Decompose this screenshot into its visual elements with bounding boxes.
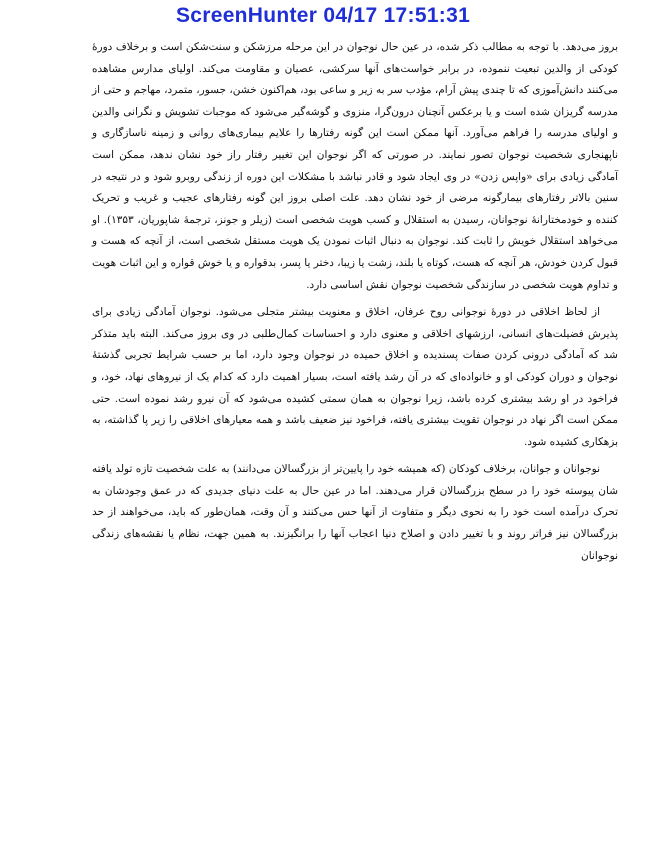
paragraph-identity: بروز می‌دهد. با توجه به مطالب ذکر شده، در عین حال نوجوان در این مرحله مرزشکن و سنت‌شکن است و برخلاف دورهٔ کودکی از والدین تبعیت ننموده، در برابر خواست‌های آنها سرکشی، عصیان و مقاومت می‌کند. اولیای مدارس مشاهده می‌کنند دانش‌آموزی که تا چندی پیش آرام، مؤدب سر به زیر و ساعی بود، هم‌اکنون خشن، جسور، متمرد، مهاجم و حتی از مدرسه گریزان شده است و یا برعکس آنچنان درون‌گرا، منزوی و گوشه‌گیر می‌شود که موجبات تشویش و نگرانی والدین و اولیای مدرسه را فراهم می‌آورد. آنها ممکن است این گونه رفتارها را علایم بیماری‌های روانی و زمینه ناسازگاری و ناپهنجاری شخصیت نوجوان تصور نمایند. در صورتی که اگر نوجوان این تغییر رفتار راز خود نشان ندهد، ممکن است آمادگی زیادی برای «واپس زدن» در وی ایجاد شود و قادر نباشد با مشکلات این دوره از زندگی روبرو شود و در نتیجه در سنین بالاتر رفتارهای بیمارگونه مرضی از خود نشان دهد. علت اصلی بروز این گونه رفتارهای عجیب و غریب و تحریک کننده و خودمختارانهٔ نوجوانان، رسیدن به استقلال و کسب هویت شخصی است (زیلر و جونز، ترجمهٔ شاپوریان، ۱۳۵۳). او می‌خواهد استقلال خویش را ثابت کند. نوجوان به دنبال اثبات نمودن یک هویت مستقل شخصی است، از آنچه که هست و قبول کردن خودش، هر آنچه که هست، کوتاه یا بلند، زشت یا زیبا، دختر یا پسر، بدقواره و یا خوش قواره و این اثبات هویت و تداوم هویت شخصی در سازندگی شخصیت نوجوان نقش اساسی دارد. — [92, 41, 618, 291]
screenhunter-timestamp-banner: ScreenHunter 04/17 17:51:31 — [175, 4, 471, 27]
document-page — [92, 37, 618, 573]
paragraph-morality: از لحاظ اخلاقی در دورهٔ نوجوانی روح عرفان، اخلاق و معنویت بیشتر متجلی می‌شود. نوجوان آمادگی زیادی برای پذیرش فضیلت‌های انسانی، ارزشهای اخلاقی و معنوی دارد و احساسات کمال‌طلبی در وی بروز می‌کند. البته باید متذکر شد که آمادگی درونی کردن صفات پسندیده و اخلاق حمیده در نوجوان وجود دارد، اما بر حسب شرایط تجربی گذشتهٔ نوجوان و دوران کودکی او و خانواده‌ای که در آن رشد یافته است، بسیار اهمیت دارد که کدام یک از نیروهای نهاد، خود، و فراخود در او رشد بیشتری کرده باشد، زیرا نوجوان به همان سمتی کشیده می‌شود که آن نیرو رشد نموده است. حتی ممکن است اگر نهاد در نوجوان تقویت بیشتری یافته، فراخود نیز ضعیف باشد و همه معیارهای اخلاقی را زیر پا گذاشته، به بزهکاری کشیده شود. — [92, 306, 618, 448]
paragraph-adolescents-adults: نوجوانان و جوانان، برخلاف کودکان (که همیشه خود را پایین‌تر از بزرگسالان می‌دانند) به علت شخصیت تازه تولد یافته شان پیوسته خود را در سطح بزرگسالان قرار می‌دهند. اما در عین حال به علت دنیای جدیدی که در عمق وجودشان به تحرک درآمده است خود را به نحوی دیگر و متفاوت از آنها حس می‌کنند و آن وقت، همان‌طور که باید، می‌خواهند از حد بزرگسالان نیز فراتر روند و با تغییر دادن و اصلاح دنیا اعجاب آنها را برانگیزند. به همین جهت، نظام یا نقشه‌های زندگی نوجوانان — [92, 463, 618, 562]
